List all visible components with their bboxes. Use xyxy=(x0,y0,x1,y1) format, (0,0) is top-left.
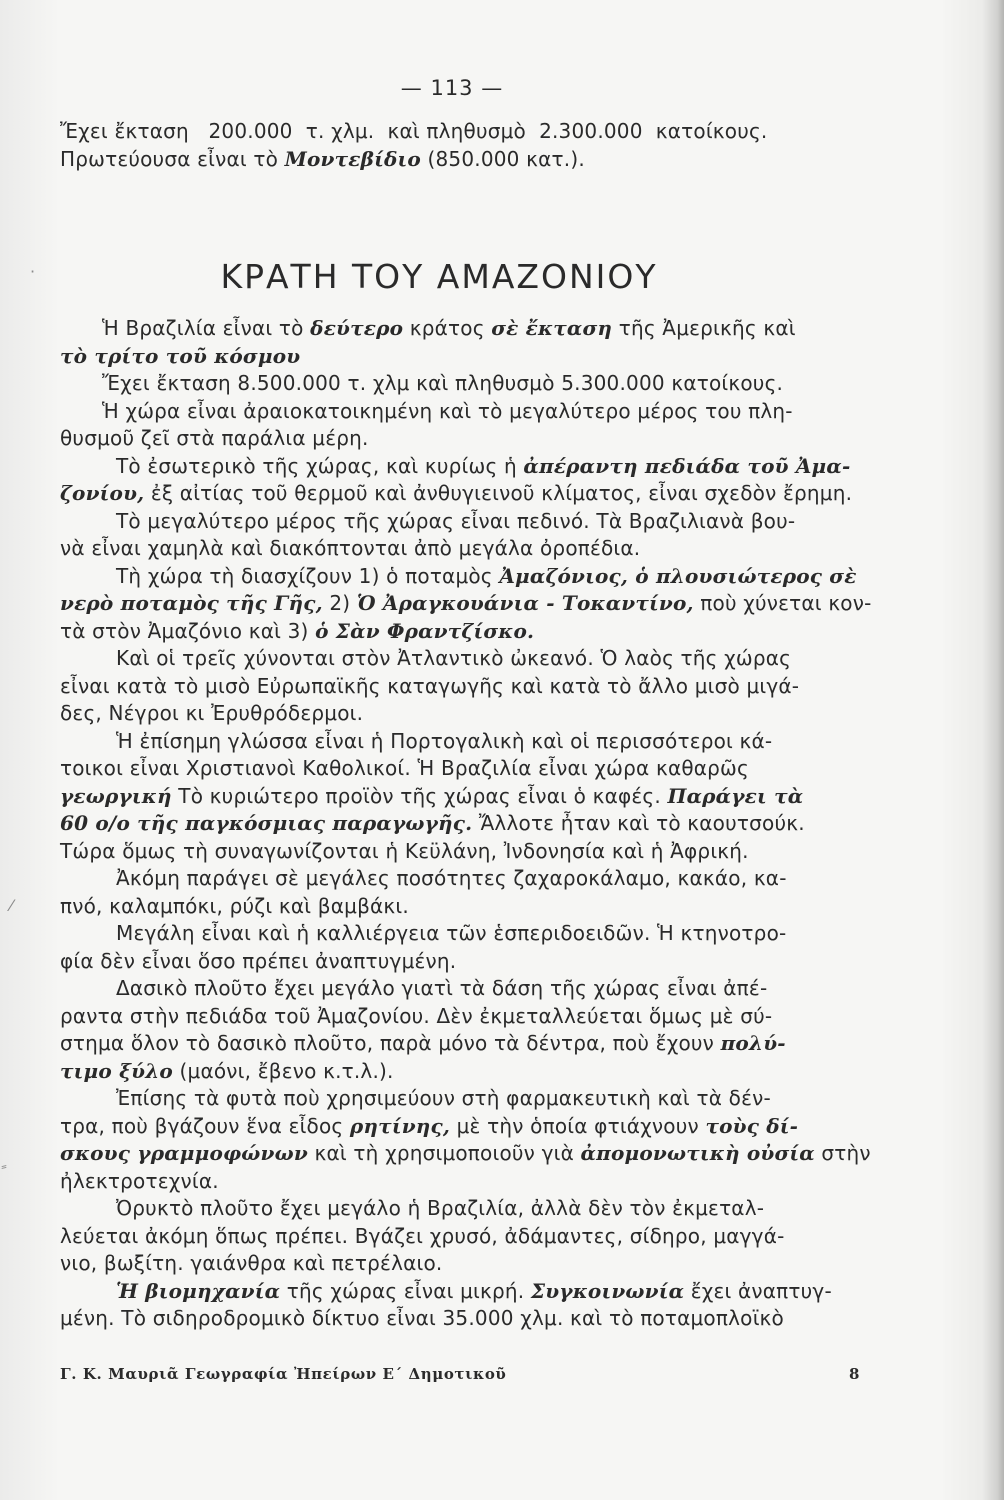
paragraph-line: Ἡ Βραζιλία εἶναι τὸ δεύτερο κράτος σὲ ἔκταση τῆς Ἀμερικῆς καὶ xyxy=(102,316,796,340)
paragraph-line: νερὸ ποταμὸς τῆς Γῆς, 2) Ὁ Ἀραγκουάνια - Τοκαντίνο, ποὺ χύνεται κον- xyxy=(60,591,872,615)
paragraph-line: Ὀρυκτὸ πλοῦτο ἔχει μεγάλο ἡ Βραζιλία, ἀλλὰ δὲν τὸν ἐκμεταλ- xyxy=(116,1196,765,1220)
paragraph-line: νὰ εἶναι χαμηλὰ καὶ διακόπτονται ἀπὸ μεγάλα ὀροπέδια. xyxy=(60,536,641,560)
paragraph-line: Μεγάλη εἶναι καὶ ἡ καλλιέργεια τῶν ἑσπεριδοειδῶν. Ἡ κτηνοτρο- xyxy=(116,921,787,945)
paragraph-line: δες, Νέγροι κι Ἐρυθρόδερμοι. xyxy=(60,701,364,725)
intro-line-1: Ἔχει ἔκταση 200.000 τ. χλμ. καὶ πληθυσμὸ 2.300.000 κατοίκους. xyxy=(60,119,768,143)
paragraph-line: νιο, βωξίτη. γαιάνθρα καὶ πετρέλαιο. xyxy=(60,1251,443,1275)
paragraph-line: εἶναι κατὰ τὸ μισὸ Εὐρωπαϊκῆς καταγωγῆς καὶ κατὰ τὸ ἄλλο μισὸ μιγά- xyxy=(60,673,800,698)
paragraph-line: Ἡ χώρα εἶναι ἀραιοκατοικημένη καὶ τὸ μεγαλύτερο μέρος του πλη- xyxy=(102,398,793,423)
paragraph-line: Ἡ ἐπίσημη γλώσσα εἶναι ἡ Πορτογαλικὴ καὶ οἱ περισσότεροι κά- xyxy=(116,728,773,753)
paragraph-line: στημα ὅλον τὸ δασικὸ πλοῦτο, παρὰ μόνο τὰ δέντρα, ποὺ ἔχουν πολύ- xyxy=(60,1031,786,1055)
footer-book-title: Γ. Κ. Μαυριᾶ Γεωγραφία Ἠπείρων Ε΄ Δημοτικοῦ xyxy=(60,1365,507,1383)
book-spine-shadow xyxy=(982,0,1004,1500)
paragraph-line: τὸ τρίτο τοῦ κόσμου xyxy=(60,343,301,368)
paragraph-line: τρα, ποὺ βγάζουν ἕνα εἶδος ρητίνης, μὲ τὴν ὁποία φτιάχνουν τοὺς δί- xyxy=(60,1113,799,1138)
paragraph-line: τὰ στὸν Ἀμαζόνιο καὶ 3) ὁ Σὰν Φραντζίσκο. xyxy=(60,618,535,643)
paragraph-line: Τώρα ὅμως τὴ συναγωνίζονται ἡ Κεϋλάνη, Ἰνδονησία καὶ ἡ Ἀφρική. xyxy=(60,838,749,863)
page-body xyxy=(60,118,878,1333)
paragraph-line: Ἡ βιομηχανία τῆς χώρας εἶναι μικρή. Συγκοινωνία ἔχει ἀναπτυγ- xyxy=(116,1278,832,1303)
paragraph-line: Τὸ μεγαλύτερο μέρος τῆς χώρας εἶναι πεδινό. Τὰ Βραζιλιανὰ βου- xyxy=(116,508,796,533)
page-number: — 113 — xyxy=(400,76,504,100)
intro-line-2: Πρωτεύουσα εἶναι τὸ Μοντεβίδιο (850.000 κατ.). xyxy=(60,146,585,171)
paragraph-line: 60 ο/ο τῆς παγκόσμιας παραγωγῆς. Ἄλλοτε ἦταν καὶ τὸ καουτσούκ. xyxy=(60,811,805,835)
paragraph-line: Τὸ ἐσωτερικὸ τῆς χώρας, καὶ κυρίως ἡ ἀπέραντη πεδιάδα τοῦ Ἀμα- xyxy=(116,453,851,478)
paragraph-line: Ἐπίσης τὰ φυτὰ ποὺ χρησιμεύουν στὴ φαρμακευτικὴ καὶ τὰ δέν- xyxy=(116,1086,771,1110)
paragraph-line: τοικοι εἶναι Χριστιανοὶ Καθολικοί. Ἡ Βραζιλία εἶναι χώρα καθαρῶς xyxy=(60,756,749,780)
paragraph-line: γεωργική Τὸ κυριώτερο προϊὸν τῆς χώρας εἶναι ὁ καφές. Παράγει τὰ xyxy=(60,783,804,808)
paragraph-line: τιμο ξύλο (μαόνι, ἔβενο κ.τ.λ.). xyxy=(60,1058,394,1083)
paragraph-line: λεύεται ἀκόμη ὅπως πρέπει. Βγάζει χρυσό, ἀδάμαντες, σίδηρο, μαγγά- xyxy=(60,1223,785,1248)
paragraph-line: Καὶ οἱ τρεῖς χύνονται στὸν Ἀτλαντικὸ ὠκεανό. Ὁ λαὸς τῆς χώρας xyxy=(116,646,792,670)
paragraph-line: ραντα στὴν πεδιάδα τοῦ Ἀμαζονίου. Δὲν ἐκμεταλλεύεται ὅμως μὲ σύ- xyxy=(60,1003,773,1028)
paragraph-line: Δασικὸ πλοῦτο ἔχει μεγάλο γιατὶ τὰ δάση τῆς χώρας εἶναι ἀπέ- xyxy=(116,976,768,1000)
paragraph-line: φία δὲν εἶναι ὅσο πρέπει ἀναπτυγμένη. xyxy=(60,948,457,973)
section-heading: ΚΡΑΤΗ ΤΟΥ ΑΜΑΖΟΝΙΟΥ xyxy=(220,257,658,296)
paragraph-line: μένη. Τὸ σιδηροδρομικὸ δίκτυο εἶναι 35.000 χλμ. καὶ τὸ ποταμοπλοϊκὸ xyxy=(60,1306,784,1330)
margin-tick-mark: ⁄ xyxy=(10,896,13,915)
paragraph-line: σκους γραμμοφώνων καὶ τὴ χρησιμοποιοῦν γιὰ ἀπομονωτικὴ οὐσία στὴν xyxy=(60,1141,871,1165)
paragraph-line: Ἀκόμη παράγει σὲ μεγάλες ποσότητες ζαχαροκάλαμο, κακάο, κα- xyxy=(116,866,787,890)
margin-dot-mark: · xyxy=(30,262,36,281)
paragraph-line: πνό, καλαμπόκι, ρύζι καὶ βαμβάκι. xyxy=(60,893,409,918)
footer-signature-number: 8 xyxy=(848,1365,860,1383)
paragraph-line: θυσμοῦ ζεῖ στὰ παράλια μέρη. xyxy=(60,426,369,450)
paragraph-line: ἠλεκτροτεχνία. xyxy=(60,1168,219,1193)
paragraph-line: ζονίου, ἐξ αἰτίας τοῦ θερμοῦ καὶ ἀνθυγιεινοῦ κλίματος, εἶναι σχεδὸν ἔρημη. xyxy=(60,481,853,505)
page-footer xyxy=(60,1365,860,1383)
paragraph-line: Ἔχει ἔκταση 8.500.000 τ. χλμ καὶ πληθυσμὸ 5.300.000 κατοίκους. xyxy=(102,371,784,395)
paragraph-line: Τὴ χώρα τὴ διασχίζουν 1) ὁ ποταμὸς Ἀμαζόνιος, ὁ πλουσιώτερος σὲ xyxy=(116,563,857,588)
